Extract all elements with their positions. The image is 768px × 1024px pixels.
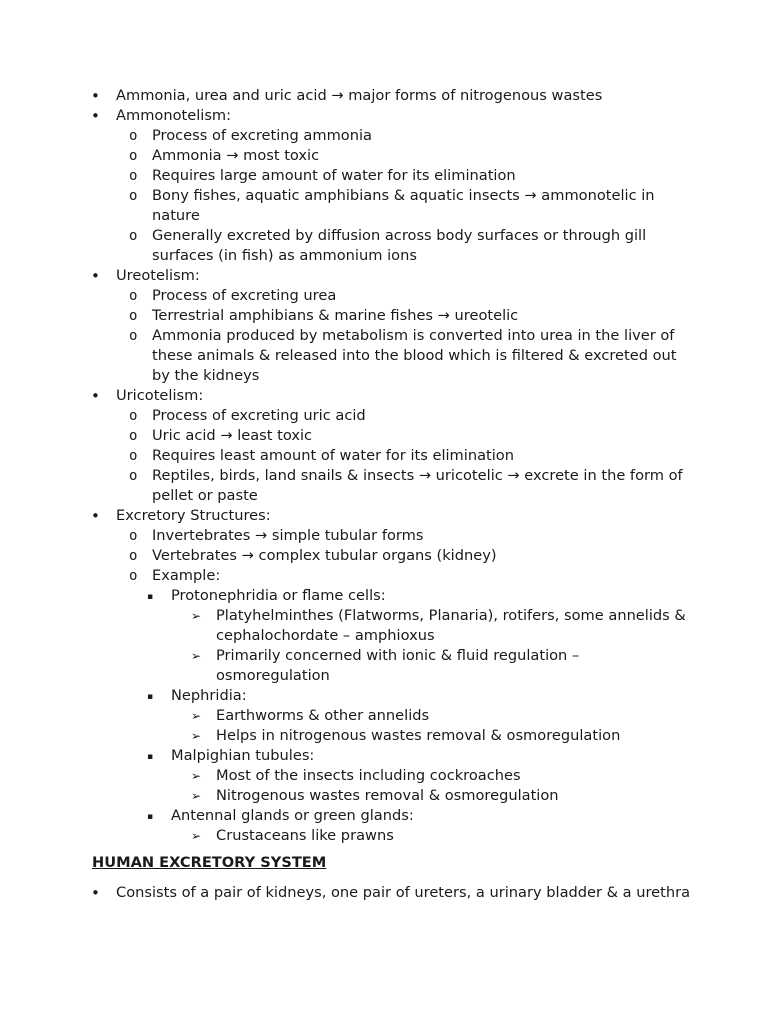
list-item-text: Nephridia: <box>171 687 247 704</box>
bullet-marker: o <box>129 548 138 564</box>
list-item-text: Excretory Structures: <box>116 507 271 524</box>
bullet-marker: o <box>129 528 138 544</box>
list-item-text: Example: <box>152 567 221 584</box>
list-item <box>92 86 692 106</box>
list-item-text: Invertebrates → simple tubular forms <box>152 527 424 544</box>
bullet-marker: ➢ <box>191 609 202 623</box>
bullet-marker: o <box>129 168 138 184</box>
list-item <box>92 566 692 586</box>
list-item <box>92 686 692 706</box>
list-item-text: Malpighian tubules: <box>171 747 315 764</box>
bullet-marker: o <box>129 428 138 444</box>
list-item-text: Requires least amount of water for its elimination <box>152 447 514 464</box>
bullet-marker: ▪ <box>147 592 154 602</box>
list-item <box>92 286 692 306</box>
list-item-text: Reptiles, birds, land snails & insects → uricotelic → excrete in the form of pellet or paste <box>152 467 683 504</box>
bullet-marker: o <box>129 228 138 244</box>
list-item-text: Ammonia, urea and uric acid → major forms of nitrogenous wastes <box>116 87 603 104</box>
list-item-text: Earthworms & other annelids <box>216 707 430 724</box>
bullet-marker: o <box>129 148 138 164</box>
list-item-text: Nitrogenous wastes removal & osmoregulation <box>216 787 559 804</box>
bullet-marker: ▪ <box>147 692 154 702</box>
list-item-text: Vertebrates → complex tubular organs (kidney) <box>152 547 497 564</box>
list-item <box>92 546 692 566</box>
bullet-marker: • <box>91 87 100 105</box>
bullet-marker: • <box>91 107 100 125</box>
bullet-marker: o <box>129 308 138 324</box>
list-item <box>92 166 692 186</box>
list-item <box>92 706 692 726</box>
bullet-marker: • <box>91 387 100 405</box>
list-item-text: Uric acid → least toxic <box>152 427 313 444</box>
bullet-marker: o <box>129 468 138 484</box>
list-item-text: Bony fishes, aquatic amphibians & aquatic insects → ammonotelic in nature <box>152 187 655 224</box>
list-item-text: Terrestrial amphibians & marine fishes → ureotelic <box>152 307 519 324</box>
list-item-text: Uricotelism: <box>116 387 204 404</box>
list-item-text: Most of the insects including cockroaches <box>216 767 521 784</box>
list-item <box>92 806 692 826</box>
list-item <box>92 386 692 406</box>
list-item-text: Ureotelism: <box>116 267 200 284</box>
bullet-marker: • <box>91 267 100 285</box>
list-item-text: Generally excreted by diffusion across body surfaces or through gill surfaces (in fish) as ammonium ions <box>152 227 647 264</box>
bullet-marker: ➢ <box>191 789 202 803</box>
list-item <box>92 586 692 606</box>
list-item <box>92 446 692 466</box>
bullet-marker: ➢ <box>191 649 202 663</box>
list-item <box>92 306 692 326</box>
list-item <box>92 646 692 686</box>
bullet-list <box>92 86 692 846</box>
bullet-marker: ➢ <box>191 769 202 783</box>
bullet-marker: • <box>91 507 100 525</box>
bullet-marker: ▪ <box>147 752 154 762</box>
bullet-marker: o <box>129 188 138 204</box>
list-item-text: Ammonia → most toxic <box>152 147 320 164</box>
bullet-marker: ➢ <box>191 729 202 743</box>
list-item <box>92 146 692 166</box>
list-item <box>92 186 692 226</box>
list-item <box>92 106 692 126</box>
list-item <box>92 883 692 903</box>
list-item-text: Ammonia produced by metabolism is converted into urea in the liver of these animals & released into the blood which is filtered & excreted out by the kidneys <box>152 327 677 384</box>
section-heading: HUMAN EXCRETORY SYSTEM <box>92 854 327 871</box>
list-item <box>92 766 692 786</box>
section-bullet-list <box>92 883 692 903</box>
bullet-marker: ➢ <box>191 709 202 723</box>
bullet-marker: ▪ <box>147 812 154 822</box>
list-item-text: Primarily concerned with ionic & fluid regulation – osmoregulation <box>216 647 580 684</box>
list-item <box>92 406 692 426</box>
list-item <box>92 826 692 846</box>
list-item <box>92 126 692 146</box>
list-item <box>92 506 692 526</box>
list-item <box>92 726 692 746</box>
list-item <box>92 226 692 266</box>
list-item-text: Process of excreting ammonia <box>152 127 372 144</box>
bullet-marker: • <box>91 884 100 902</box>
list-item <box>92 466 692 506</box>
list-item-text: Consists of a pair of kidneys, one pair of ureters, a urinary bladder & a urethra <box>116 884 691 901</box>
list-item-text: Process of excreting urea <box>152 287 337 304</box>
list-item-text: Protonephridia or flame cells: <box>171 587 386 604</box>
list-item-text: Process of excreting uric acid <box>152 407 366 424</box>
list-item-text: Platyhelminthes (Flatworms, Planaria), rotifers, some annelids & cephalochordate – amphioxus <box>216 607 686 644</box>
bullet-marker: o <box>129 328 138 344</box>
list-item-text: Antennal glands or green glands: <box>171 807 414 824</box>
list-item <box>92 746 692 766</box>
bullet-marker: o <box>129 288 138 304</box>
list-item <box>92 426 692 446</box>
list-item <box>92 266 692 286</box>
list-item <box>92 526 692 546</box>
bullet-marker: o <box>129 408 138 424</box>
list-item <box>92 786 692 806</box>
bullet-marker: o <box>129 448 138 464</box>
list-item-text: Requires large amount of water for its elimination <box>152 167 516 184</box>
list-item-text: Helps in nitrogenous wastes removal & osmoregulation <box>216 727 621 744</box>
list-item-text: Crustaceans like prawns <box>216 827 394 844</box>
bullet-marker: o <box>129 568 138 584</box>
list-item-text: Ammonotelism: <box>116 107 232 124</box>
bullet-marker: ➢ <box>191 829 202 843</box>
list-item <box>92 326 692 386</box>
bullet-marker: o <box>129 128 138 144</box>
list-item <box>92 606 692 646</box>
